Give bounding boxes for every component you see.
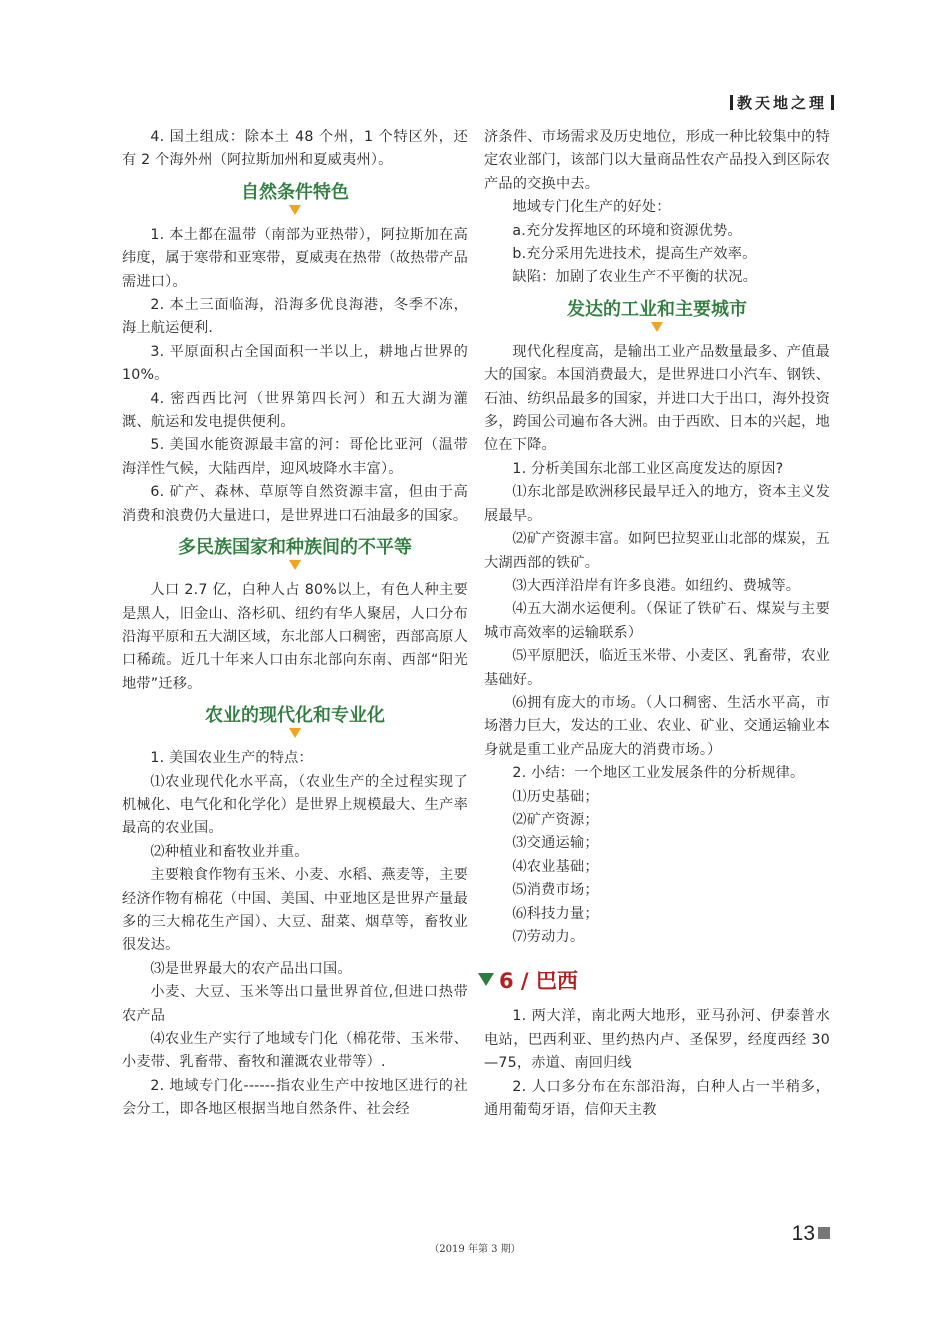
country-heading [478, 967, 830, 995]
paragraph: 1. 本土都在温带（南部为亚热带），阿拉斯加在高纬度，属于寒带和亚寒带，夏威夷在热带（故热带产品需进口）。 [122, 226, 468, 290]
paragraph: ⑴东北部是欧洲移民最早迁入的地方，资本主义发展最早。 [484, 484, 830, 524]
paragraph: 2. 小结：一个地区工业发展条件的分析规律。 [512, 765, 805, 782]
paragraph: 2. 人口多分布在东部沿海，白种人占一半稍多，通用葡萄牙语，信仰天主教 [484, 1078, 830, 1119]
heading-arrow-icon [122, 728, 468, 741]
heading-arrow-icon [122, 205, 468, 218]
issue-footer: （2019 年第 3 期） [429, 1244, 521, 1255]
heading-arrow-icon [484, 322, 830, 335]
right-column [484, 126, 830, 1122]
paragraph: ⑵种植业和畜牧业并重。 [150, 843, 309, 860]
paragraph: ⑵矿产资源； [512, 811, 599, 828]
paragraph: 小麦、大豆、玉米等出口量世界首位,但进口热带农产品 [122, 984, 468, 1024]
triangle-down-icon [478, 973, 494, 986]
page-number-text: 13 [791, 1222, 815, 1245]
paragraph: ⑹拥有庞大的市场。（人口稠密、生活水平高，市场潜力巨大，发达的工业、农业、矿业、交通运输业本身就是重工业产品庞大的消费市场。） [484, 694, 830, 758]
paragraph: ⑶大西洋沿岸有许多良港。如纽约、费城等。 [512, 577, 801, 594]
paragraph: ⑴农业现代化水平高，（农业生产的全过程实现了机械化、电气化和化学化）是世界上规模最大、生产率最高的农业国。 [122, 773, 468, 837]
paragraph: 人口 2.7 亿，白种人占 80%以上，有色人种主要是黑人，旧金山、洛杉矶、纽约有华人聚居，人口分布沿海平原和五大湖区域，东北部人口稠密，西部高原人口稀疏。近几十年来人口由东北部向东南、西部“阳光地带”迁移。 [122, 582, 468, 692]
paragraph: ⑸消费市场； [512, 882, 599, 899]
paragraph-territory: 4. 国土组成：除本土 48 个州，1 个特区外，还有 2 个海外州（阿拉斯加州和夏威夷州）。 [122, 129, 468, 169]
section-heading-agriculture: 农业的现代化和专业化 [205, 705, 385, 727]
heading-arrow-icon [122, 560, 468, 573]
running-head-title: 教天地之理 [736, 94, 827, 112]
paragraph: 2. 地域专门化------指农业生产中按地区进行的社会分工，即各地区根据当地自然条件、社会经 [122, 1077, 468, 1118]
paragraph: 6. 矿产、森林、草原等自然资源丰富，但由于高消费和浪费仍大量进口，是世界进口石油最多的国家。 [122, 484, 468, 524]
running-head-bar-right [831, 95, 834, 110]
paragraph: 1. 分析美国东北部工业区高度发达的原因? [512, 460, 784, 477]
section-heading-natural: 自然条件特色 [241, 181, 349, 203]
left-column [122, 126, 468, 1122]
paragraph: ⑷农业生产实行了地域专门化（棉花带、玉米带、小麦带、乳畜带、畜牧和灌溉农业带等）. [122, 1031, 468, 1071]
paragraph: 2. 本土三面临海，沿海多优良海港，冬季不冻，海上航运便利. [122, 297, 468, 337]
paragraph: ⑸平原肥沃，临近玉米带、小麦区、乳畜带，农业基础好。 [484, 648, 830, 688]
paragraph: 1. 两大洋，南北两大地形，亚马孙河、伊泰普水电站，巴西利亚、里约热内卢、圣保罗，经度西经 30—75，赤道、南回归线 [484, 1008, 830, 1072]
square-icon [818, 1227, 830, 1239]
paragraph: 现代化程度高，是输出工业产品数量最多、产值最大的国家。本国消费最大，是世界进口小汽车、钢铁、石油、纺织品最多的国家，并进口大于出口，海外投资多，跨国公司遍布各大洲。由于西欧、日本的兴起，地位在下降。 [484, 343, 830, 454]
running-head-bar-left [730, 95, 733, 110]
paragraph: a.充分发挥地区的环境和资源优势。 [512, 222, 742, 239]
country-title: 6 / 巴西 [499, 969, 578, 994]
paragraph: 地域专门化生产的好处： [512, 199, 671, 216]
paragraph: ⑷农业基础； [512, 858, 599, 875]
paragraph: 1. 美国农业生产的特点： [150, 750, 313, 767]
paragraph: ⑹科技力量； [512, 905, 599, 922]
paragraph: 缺陷：加剧了农业生产不平衡的状况。 [512, 269, 757, 286]
paragraph: 4. 密西西比河（世界第四长河）和五大湖为灌溉、航运和发电提供便利。 [122, 390, 468, 431]
paragraph: b.充分采用先进技术，提高生产效率。 [512, 246, 757, 263]
paragraph: 3. 平原面积占全国面积一半以上，耕地占世界的 10%。 [122, 343, 468, 384]
running-head [726, 92, 838, 113]
section-heading-ethnic: 多民族国家和种族间的不平等 [178, 537, 412, 559]
paragraph: 主要粮食作物有玉米、小麦、水稻、燕麦等，主要经济作物有棉花（中国、美国、中亚地区是世界产量最多的三大棉花生产国）、大豆、甜菜、烟草等，畜牧业很发达。 [122, 867, 468, 954]
paragraph: 5. 美国水能资源最丰富的河：哥伦比亚河（温带海洋性气候，大陆西岸，迎风坡降水丰富）。 [122, 437, 468, 477]
paragraph: ⑵矿产资源丰富。如阿巴拉契亚山北部的煤炭，五大湖西部的铁矿。 [484, 531, 830, 571]
paragraph: ⑶是世界最大的农产品出口国。 [150, 960, 352, 977]
paragraph: ⑴历史基础； [512, 788, 599, 805]
paragraph: ⑺劳动力。 [512, 929, 585, 945]
paragraph-continued: 济条件、市场需求及历史地位，形成一种比较集中的特定农业部门，该部门以大量商品性农产品投入到区际农产品的交换中去。 [484, 129, 830, 192]
paragraph: ⑶交通运输； [512, 835, 599, 852]
paragraph: ⑷五大湖水运便利。（保证了铁矿石、煤炭与主要城市高效率的运输联系） [484, 601, 830, 641]
section-heading-industry: 发达的工业和主要城市 [567, 298, 747, 320]
